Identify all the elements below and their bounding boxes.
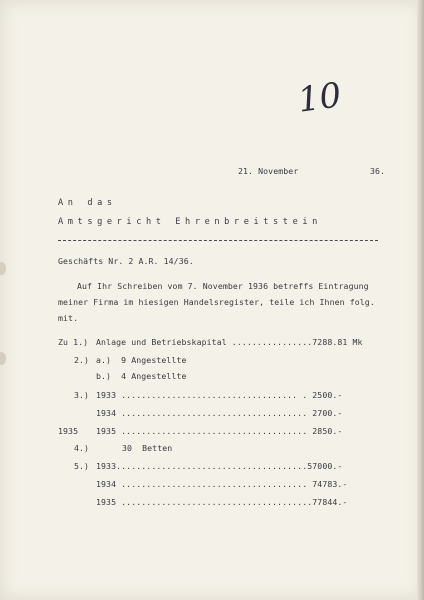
date-year: 36. xyxy=(370,166,386,176)
item-label: 2.) xyxy=(74,355,90,365)
item-label: 1935 xyxy=(58,426,79,436)
item-text: 1935 ......................................77844.- xyxy=(96,497,348,507)
item-label: 5.) xyxy=(74,461,90,471)
punch-hole xyxy=(0,262,6,275)
item-text: Anlage und Betriebskapital ................7288.81 Mk xyxy=(96,337,363,347)
date-day-month: 21. November xyxy=(238,166,299,176)
item-text: b.) 4 Angestellte xyxy=(96,371,187,381)
item-text: 30 Betten xyxy=(122,443,173,453)
intro-line-3: mit. xyxy=(58,313,79,323)
dashed-rule xyxy=(58,240,378,241)
recipient-line-1: An das xyxy=(58,198,117,208)
item-text: 1933 ................................... . 2500.- xyxy=(96,390,343,400)
item-text: 1934 ..................................... 2700.- xyxy=(96,408,343,418)
item-label: 3.) xyxy=(74,390,90,400)
page-edge xyxy=(417,0,424,600)
handwritten-page-number: 10 xyxy=(295,75,344,121)
item-text: a.) 9 Angestellte xyxy=(96,355,187,365)
item-label: Zu 1.) xyxy=(58,337,89,347)
recipient-line-2: Amtsgericht Ehrenbreitstein xyxy=(58,217,322,227)
punch-hole xyxy=(0,352,6,365)
item-text: 1935 ..................................... 2850.- xyxy=(96,426,343,436)
item-text: 1933......................................57000.- xyxy=(96,461,343,471)
item-text: 1934 ..................................... 74783.- xyxy=(96,479,348,489)
reference-number: Geschäfts Nr. 2 A.R. 14/36. xyxy=(58,256,194,266)
intro-line-2: meiner Firma im hiesigen Handelsregister, teile ich Ihnen folg. xyxy=(58,297,375,307)
item-label: 4.) xyxy=(74,443,90,453)
intro-line-1: Auf Ihr Schreiben vom 7. November 1936 betreffs Eintragung xyxy=(77,281,369,291)
